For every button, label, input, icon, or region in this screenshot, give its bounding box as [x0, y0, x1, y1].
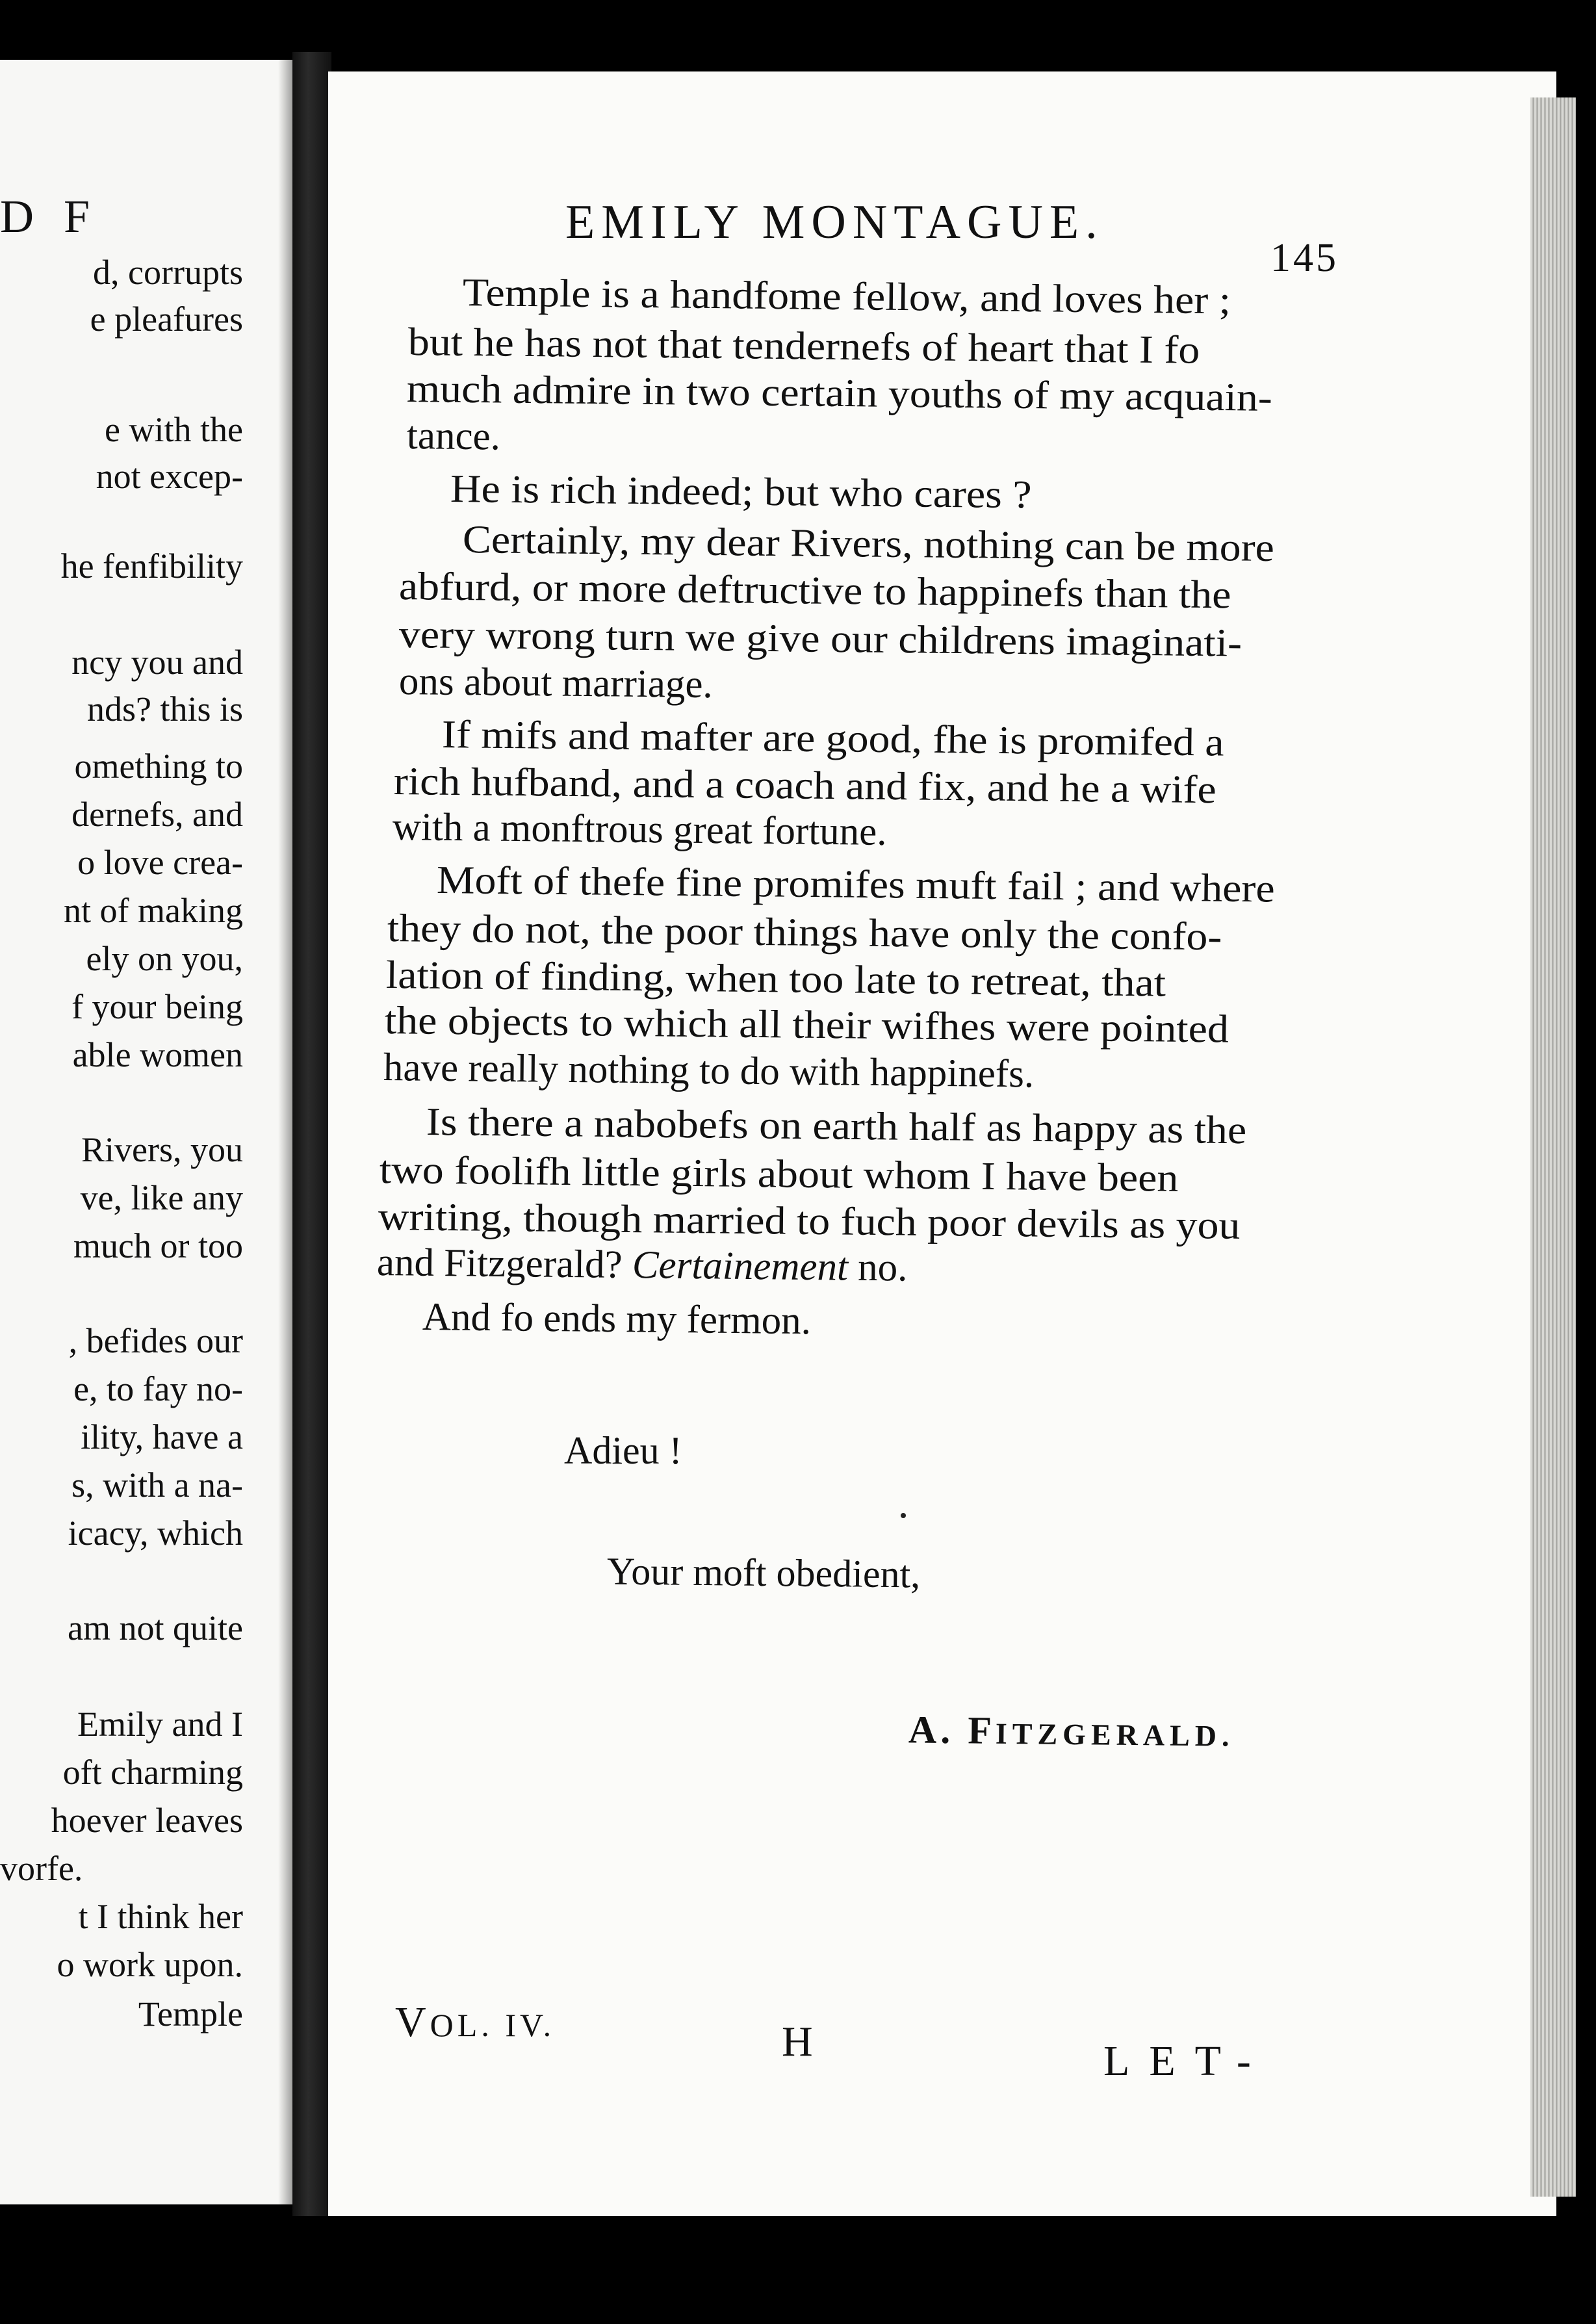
signature-surname: ITZGERALD.	[995, 1716, 1235, 1753]
left-page-line: able women	[72, 1035, 243, 1074]
left-page-line: not excep-	[96, 457, 243, 496]
left-page-line: much or too	[73, 1226, 243, 1265]
valediction-adieu: Adieu !	[564, 1429, 682, 1472]
left-page-line: ve, like any	[80, 1178, 243, 1217]
left-page-line: icacy, which	[68, 1514, 243, 1553]
body-line: they do not, the poor things have only the confo-	[387, 907, 1222, 959]
body-line: rich hufband, and a coach and fix, and he a wife	[393, 760, 1217, 812]
ink-speck	[901, 1513, 906, 1518]
body-line: the objects to which all their wifhes were pointed	[384, 999, 1229, 1052]
body-line: two foolifh little girls about whom I have been	[379, 1148, 1179, 1200]
signature	[908, 1707, 1235, 1755]
left-page-line: Emily and I	[77, 1705, 243, 1744]
left-page-line: ility, have a	[81, 1417, 243, 1456]
body-line: ons about marriage.	[398, 660, 714, 707]
body-line: And fo ends my fermon.	[422, 1295, 812, 1343]
left-page-line: dernefs, and	[71, 795, 243, 834]
signature-mark: H	[782, 2018, 813, 2065]
left-page-line: nt of making	[64, 891, 243, 930]
left-page-line: ncy you and	[71, 643, 243, 682]
left-page-line: Temple	[138, 1995, 243, 2034]
left-page-line: nds? this is	[86, 690, 243, 729]
body-line: very wrong turn we give our childrens imaginati-	[398, 613, 1242, 665]
body-line: with a monftrous great fortune.	[392, 805, 887, 854]
left-page-header: D F	[0, 190, 99, 242]
running-head: EMILY MONTAGUE.	[565, 196, 1104, 249]
body-line: much admire in two certain youths of my acquain-	[406, 367, 1273, 420]
left-page-line: omething to	[74, 747, 243, 786]
body-line: writing, though married to fuch poor devils as you	[378, 1195, 1241, 1248]
left-page-line: d, corrupts	[93, 253, 243, 292]
body-line	[377, 1243, 908, 1288]
volume-mark-v: V	[395, 1998, 430, 2046]
left-page-line: oft charming	[62, 1753, 243, 1792]
left-page-line: o love crea-	[77, 843, 243, 882]
left-page-line: f your being	[71, 987, 243, 1026]
body-line: Certainly, my dear Rivers, nothing can be more	[462, 518, 1275, 571]
body-line: He is rich indeed; but who cares ?	[450, 467, 1032, 517]
left-page-line: hoever leaves	[51, 1801, 243, 1840]
closing-line: Your moft obedient,	[606, 1549, 921, 1596]
left-page-line: s, with a na-	[71, 1465, 243, 1504]
left-page	[0, 60, 292, 2204]
left-page-line: vorfe.	[0, 1849, 83, 1888]
volume-mark	[395, 1998, 555, 2047]
body-line-end: no.	[857, 1245, 908, 1290]
left-page-line: am not quite	[68, 1608, 243, 1647]
body-line-text: and Fitzgerald?	[376, 1241, 623, 1287]
body-line: If mifs and mafter are good, fhe is promifed a	[441, 713, 1224, 765]
volume-mark-rest: OL. IV.	[430, 2007, 556, 2043]
body-line: Is there a nabobefs on earth half as happy as the	[426, 1100, 1247, 1153]
body-line: tance.	[406, 414, 501, 459]
left-page-line: ely on you,	[86, 939, 243, 978]
body-line: Moft of thefe fine promifes muft fail ; and where	[436, 859, 1276, 911]
body-line: abfurd, or more deftructive to happinefs than the	[398, 565, 1231, 617]
left-page-line: he fenfibility	[60, 547, 243, 586]
left-page-line: e pleafures	[90, 300, 243, 339]
left-page-line: e with the	[105, 410, 243, 449]
left-page-line: Rivers, you	[81, 1130, 243, 1169]
page-number: 145	[1270, 236, 1339, 280]
catchword: LET-	[1103, 2037, 1270, 2085]
left-page-line: e, to fay no-	[73, 1369, 243, 1408]
signature-initial: A. F	[908, 1708, 996, 1752]
left-page-line: , befides our	[68, 1321, 243, 1360]
left-page-line: o work upon.	[57, 1945, 243, 1984]
italic-word: Certainement	[632, 1243, 849, 1289]
book-gutter	[292, 52, 331, 2216]
body-line: Temple is a handfome fellow, and loves her ;	[462, 271, 1231, 323]
body-line: but he has not that tendernefs of heart that I fo	[407, 320, 1200, 372]
left-page-line: t I think her	[78, 1897, 243, 1936]
body-line: lation of finding, when too late to retreat, that	[385, 953, 1166, 1005]
page-edges	[1530, 97, 1576, 2197]
body-line: have really nothing to do with happinefs.	[383, 1046, 1035, 1096]
